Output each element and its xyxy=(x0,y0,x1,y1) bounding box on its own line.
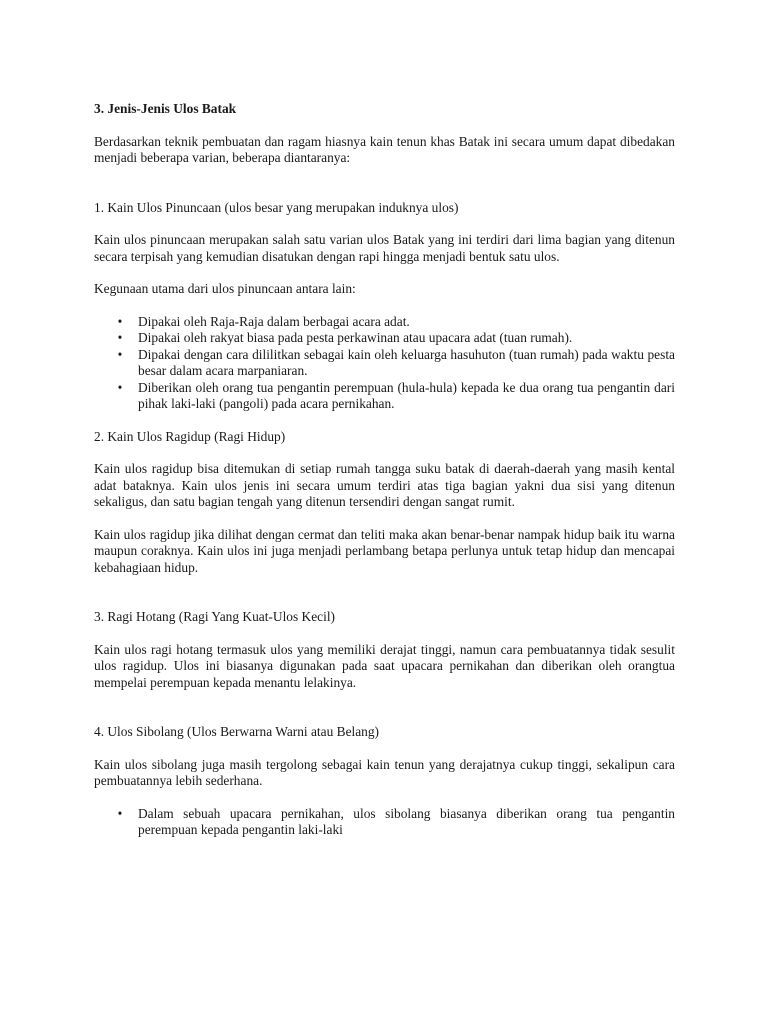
subsection-title-pinuncaan: 1. Kain Ulos Pinuncaan (ulos besar yang merupakan induknya ulos) xyxy=(94,199,459,215)
bullet-list xyxy=(94,314,675,413)
bullet-icon: • xyxy=(117,313,123,329)
bullet-icon: • xyxy=(117,379,123,395)
list-item xyxy=(94,314,675,331)
paragraph: Kain ulos pinuncaan merupakan salah satu varian ulos Batak yang ini terdiri dari lima bagian yang ditenun secara terpisah yang kemudian disatukan dengan rapi hingga menjadi bentuk satu ulos. xyxy=(94,232,675,264)
list-item xyxy=(94,347,675,380)
section-heading: 3. Jenis-Jenis Ulos Batak xyxy=(94,101,237,116)
subsection-title-ragi-hotang: 3. Ragi Hotang (Ragi Yang Kuat-Ulos Kecil) xyxy=(94,609,335,624)
bullet-list xyxy=(94,806,675,839)
list-item xyxy=(94,330,675,347)
document-body xyxy=(94,101,675,855)
paragraph: Kain ulos ragi hotang termasuk ulos yang memiliki derajat tinggi, namun cara pembuatannya tidak sesulit ulos ragidup. Ulos ini biasanya digunakan pada saat upacara pernikahan dan diberikan oleh orangtua mempelai perempuan kepada menantu lelakinya. xyxy=(94,641,675,690)
list-item-text: Diberikan oleh orang tua pengantin perempuan (hula-hula) kepada ke dua orang tua pengantin dari pihak laki-laki (pangoli) pada acara pernikahan. xyxy=(138,379,675,411)
paragraph: Kegunaan utama dari ulos pinuncaan antara lain: xyxy=(94,281,356,296)
list-item xyxy=(94,806,675,839)
paragraph: Kain ulos ragidup jika dilihat dengan cermat dan teliti maka akan benar-benar nampak hidup baik itu warna maupun coraknya. Kain ulos ini juga menjadi perlambang betapa perlunya untuk tetap hidup dan mencapai kebahagiaan hidup. xyxy=(94,526,675,575)
list-item xyxy=(94,380,675,413)
intro-paragraph: Berdasarkan teknik pembuatan dan ragam hiasnya kain tenun khas Batak ini secara umum dapat dibedakan menjadi beberapa varian, beberapa diantaranya: xyxy=(94,133,675,165)
list-item-text: Dalam sebuah upacara pernikahan, ulos sibolang biasanya diberikan orang tua pengantin perempuan kepada pengantin laki-laki xyxy=(138,805,675,837)
paragraph: Kain ulos ragidup bisa ditemukan di setiap rumah tangga suku batak di daerah-daerah yang masih kental adat bataknya. Kain ulos jenis ini secara umum terdiri atas tiga bagian yakni dua sisi yang ditenun sekaligus, dan satu bagian tengah yang ditenun tersendiri dengan sangat rumit. xyxy=(94,461,675,509)
bullet-icon: • xyxy=(117,346,123,362)
subsection-title-sibolang: 4. Ulos Sibolang (Ulos Berwarna Warni atau Belang) xyxy=(94,724,380,739)
bullet-icon: • xyxy=(117,805,123,821)
list-item-text: Dipakai oleh Raja-Raja dalam berbagai acara adat. xyxy=(138,313,410,329)
paragraph: Kain ulos sibolang juga masih tergolong sebagai kain tenun yang derajatnya cukup tinggi, sekalipun cara pembuatannya lebih sederhana. xyxy=(94,756,675,788)
list-item-text: Dipakai dengan cara dililitkan sebagai kain oleh keluarga hasuhuton (tuan rumah) pada waktu pesta besar dalam acara marpaniaran. xyxy=(138,346,675,378)
list-item-text: Dipakai oleh rakyat biasa pada pesta perkawinan atau upacara adat (tuan rumah). xyxy=(138,330,573,345)
subsection-title-ragidup: 2. Kain Ulos Ragidup (Ragi Hidup) xyxy=(94,428,286,444)
bullet-icon: • xyxy=(117,330,123,345)
